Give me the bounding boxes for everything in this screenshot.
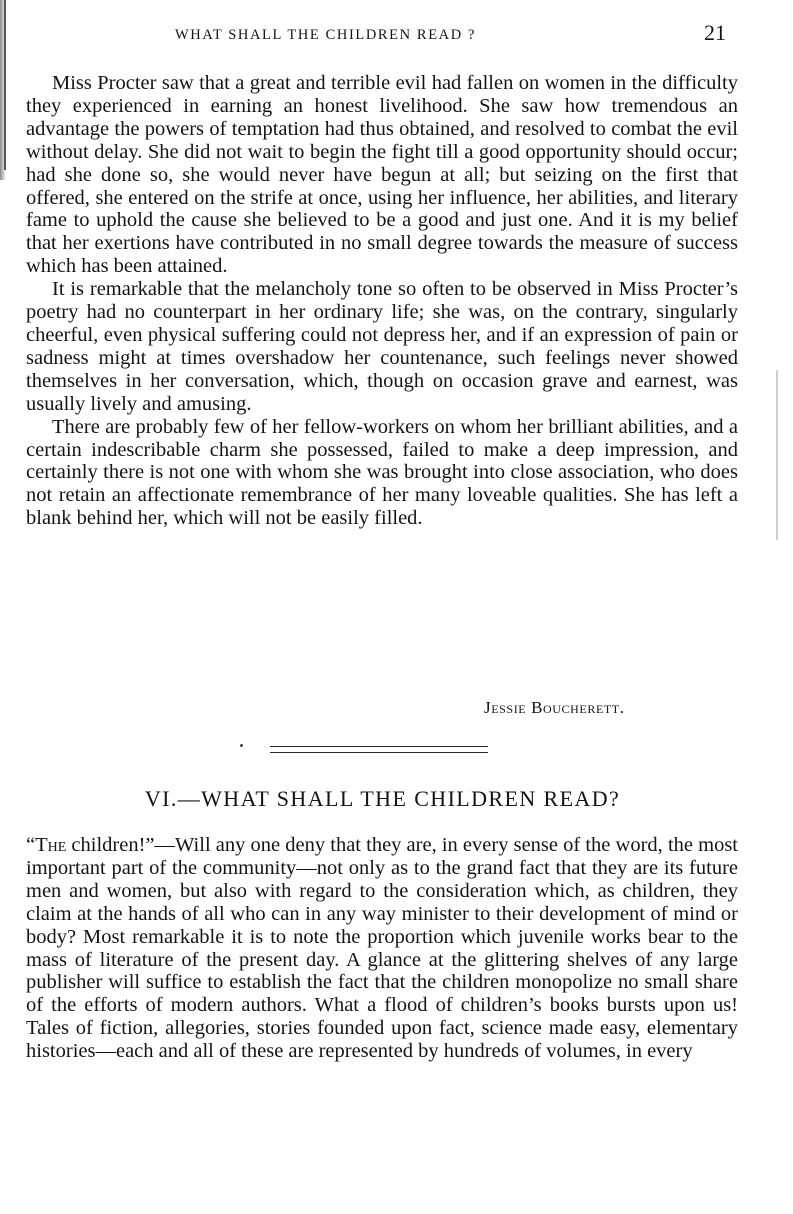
author-signature: Jessie Boucherett.: [484, 698, 625, 717]
memoir-paragraph: Miss Procter saw that a great and terrible evil had fallen on women in the difficulty they experienced in earning an honest livelihood. She saw how tremendous an advantage the powers of temptation had thus obtained, and resolved to combat the evil without delay. She did not wait to begin the fight till a good opportunity should occur; had she done so, she would never have begun at all; but seizing on the first that offered, she entered on the strife at once, using her influence, her abilities, and literary fame to uphold the cause she believed to be a good and just one. And it is my belief that her exertions have contributed in no small degree towards the measure of success which has been attained.: [26, 72, 738, 278]
memoir-text: [26, 72, 738, 530]
section-divider-rule: [270, 752, 488, 753]
section-heading-text: VI.—WHAT SHALL THE CHILDREN READ?: [144, 786, 621, 811]
memoir-paragraph: There are probably few of her fellow-workers on whom her brilliant abilities, and a certain indescribable charm she possessed, failed to make a deep impression, and certainly there is not one with whom she was brought into close association, who does not retain an affectionate remembrance of her many loveable qualities. She has left a blank behind her, which will not be easily filled.: [26, 415, 738, 530]
section-divider-rule: [270, 746, 488, 747]
page-number: 21: [704, 20, 726, 45]
essay-paragraph: [26, 834, 738, 1063]
scan-edge-line: [776, 370, 778, 540]
essay-paragraph-body: children!”—Will any one deny that they are, in every sense of the word, the most important part of the community—not only as to the grand fact that they are its future men and women, but also with regard to the consideration which, as children, they claim at the hands of all who can in any way minister to their development of mind or body? Most remarkable it is to note the proportion which juvenile works bear to the mass of literature of the present day. A glance at the glittering shelves of any large publisher will suffice to establish the fact that the children monopolize no small share of the efforts of modern authors. What a flood of children’s books bursts upon us! Tales of fiction, allegories, stories founded upon fact, science made easy, elementary histories—each and all of these are represented by hundreds of volumes, in every: [26, 834, 738, 1063]
running-head-title: WHAT SHALL THE CHILDREN READ ?: [175, 27, 477, 43]
essay-text: [26, 834, 738, 1063]
essay-lead-in: “The: [26, 834, 67, 856]
memoir-paragraph: It is remarkable that the melancholy tone so often to be observed in Miss Procter’s poetry had no counterpart in her ordinary life; she was, on the contrary, singularly cheerful, even physical suffering could not depress her, and if an expression of pain or sadness might at times overshadow her countenance, such feelings never showed themselves in her conversation, which, though on occasion grave and earnest, was usually lively and amusing.: [26, 278, 738, 415]
section-heading: [0, 786, 793, 812]
printer-dot: [240, 744, 243, 747]
running-head: [0, 20, 793, 50]
